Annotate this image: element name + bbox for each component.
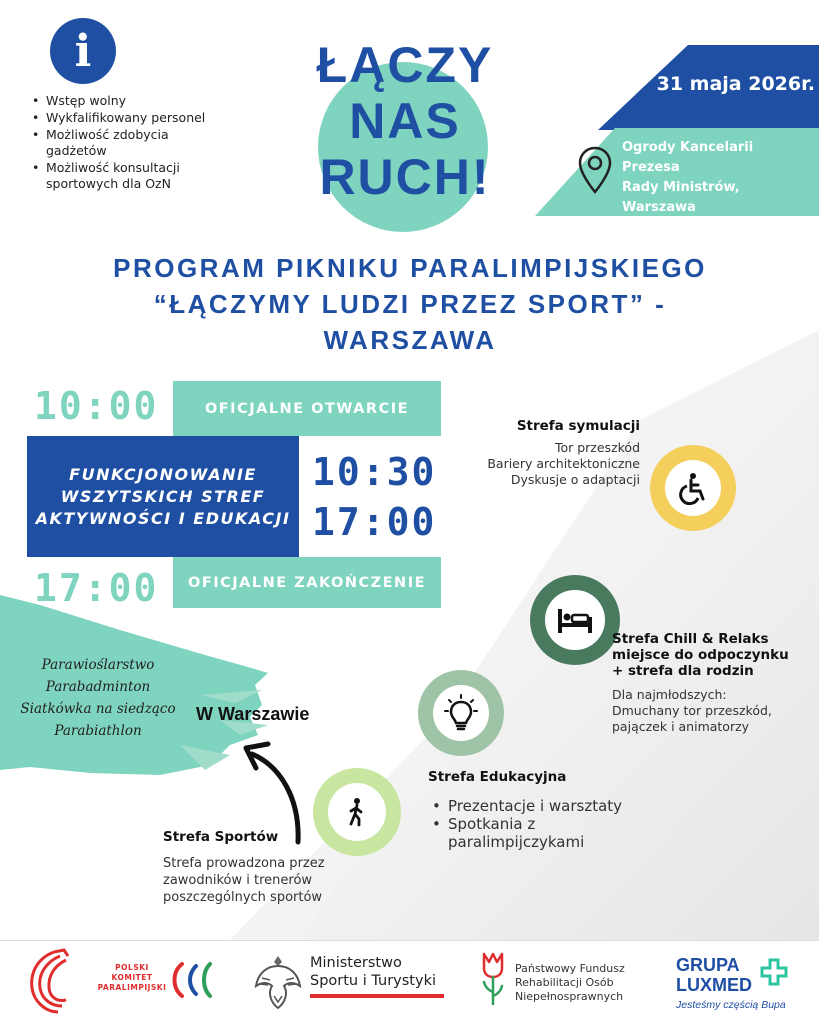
logo-line-1: ŁĄCZY (316, 37, 494, 93)
zones-line: AKTYWNOŚCI I EDUKACJI (35, 508, 291, 528)
pkp-logo-text (92, 963, 172, 993)
venue-address (622, 138, 812, 218)
pkp-logo-icon (24, 948, 84, 1016)
simulation-zone-line: Tor przeszkód (554, 440, 640, 455)
wheelchair-icon (676, 471, 710, 505)
info-icon (50, 18, 116, 84)
program-title-line-3: WARSZAWA (323, 325, 497, 355)
venue-line: Warszawa (622, 200, 696, 215)
event-date: 31 maja 2026r. (656, 73, 815, 95)
sports-zone-title: Strefa Sportów (163, 829, 279, 845)
sport-item: Parabiathlon (54, 723, 142, 739)
simulation-zone-line: Dyskusje o adaptacji (510, 472, 640, 487)
logo-line-3: RUCH! (319, 149, 491, 205)
opening-label: OFICJALNE OTWARCIE (173, 381, 441, 436)
chill-zone-badge (530, 575, 620, 665)
sports-zone-line: poszczególnych sportów (163, 890, 323, 905)
bed-icon (556, 605, 594, 635)
chill-zone-line: Dla najmłodszych: (612, 687, 727, 702)
zones-start-time: 10:30 (312, 450, 437, 494)
education-zone-badge (418, 670, 504, 756)
education-zone-title: Strefa Edukacyjna (428, 769, 567, 785)
location-pin-icon (578, 146, 612, 196)
pfron-logo-text (515, 962, 655, 1004)
info-item: • Wykfalifikowany personel (30, 110, 220, 126)
agitos-icon (168, 958, 222, 1002)
venue-line: Rady Ministrów, (622, 180, 740, 195)
lightbulb-icon (444, 694, 478, 732)
sports-list (8, 654, 188, 742)
sports-zone-text (163, 829, 383, 906)
info-symbol: i (74, 25, 92, 77)
zones-box (27, 436, 299, 557)
sport-item: Parawioślarstwo (41, 657, 155, 673)
simulation-zone-text (460, 418, 640, 488)
zones-line: WSZYTSKICH STREF (60, 486, 266, 506)
ministry-line: Sportu i Turystyki (310, 973, 436, 989)
pfron-line: Rehabilitacji Osób (515, 976, 614, 989)
education-zone-list (428, 797, 688, 851)
education-zone-text (428, 769, 688, 851)
venue-line: Ogrody Kancelarii Prezesa (622, 140, 754, 175)
sport-item: Parabadminton (45, 679, 151, 695)
education-item: • Prezentacje i warsztaty (428, 797, 688, 815)
logo-line-2: NAS (349, 93, 461, 149)
info-item: • Możliwość konsultacji sportowych dla OzN (30, 160, 220, 192)
luxmed-line: GRUPA (676, 955, 740, 975)
chill-zone-title: + strefa dla rodzin (612, 663, 754, 679)
luxmed-cross-icon (760, 958, 788, 986)
info-item: • Wstęp wolny (30, 93, 220, 109)
simulation-zone-line: Bariery architektoniczne (487, 456, 640, 471)
sports-zone-line: zawodników i trenerów (163, 873, 313, 888)
sports-location-note: W Warszawie (196, 704, 310, 724)
closing-time: 17:00 (34, 566, 159, 610)
zones-line: FUNKCJONOWANIE (69, 464, 257, 484)
ministry-logo-text (310, 954, 450, 990)
program-title-line-2: “ŁĄCZYMY LUDZI PRZEZ SPORT” - (153, 289, 667, 319)
zones-end-time: 17:00 (312, 500, 437, 544)
walking-person-icon (344, 797, 370, 827)
education-item-line: Spotkania z (448, 815, 536, 833)
program-title-line-1: PROGRAM PIKNIKU PARALIMPIJSKIEGO (113, 253, 707, 283)
pfron-line: Państwowy Fundusz (515, 962, 625, 975)
education-item (428, 815, 688, 851)
chill-zone-line: Dmuchany tor przeszkód, (612, 703, 772, 718)
luxmed-line: LUXMED (676, 975, 752, 995)
education-item-line: paralimpijczykami (448, 833, 585, 851)
ministry-red-bar (310, 994, 444, 998)
sports-zone-line: Strefa prowadzona przez (163, 856, 325, 871)
pfron-line: Niepełnosprawnych (515, 990, 624, 1003)
pkp-line: POLSKI (115, 963, 149, 972)
info-item: • Możliwość zdobycia gadżetów (30, 127, 220, 159)
closing-label: OFICJALNE ZAKOŃCZENIE (173, 557, 441, 608)
pkp-line: PARALIMPIJSKI (97, 983, 167, 992)
simulation-zone-badge (650, 445, 736, 531)
pfron-tulip-icon (478, 950, 508, 1006)
chill-zone-line: pajączek i animatorzy (612, 719, 750, 734)
ministry-line: Ministerstwo (310, 955, 402, 971)
chill-zone-title: Strefa Chill & Relaks (612, 631, 769, 647)
luxmed-tagline: Jesteśmy częścią Bupa (676, 999, 786, 1011)
opening-time: 10:00 (34, 384, 159, 428)
eagle-emblem-icon (252, 950, 304, 1012)
chill-zone-title: miejsce do odpoczynku (612, 647, 789, 663)
simulation-zone-title: Strefa symulacji (516, 418, 640, 434)
info-list (30, 93, 220, 193)
pkp-line: KOMITET (111, 973, 153, 982)
chill-zone-text (612, 631, 802, 735)
sport-item: Siatkówka na siedząco (20, 701, 176, 717)
